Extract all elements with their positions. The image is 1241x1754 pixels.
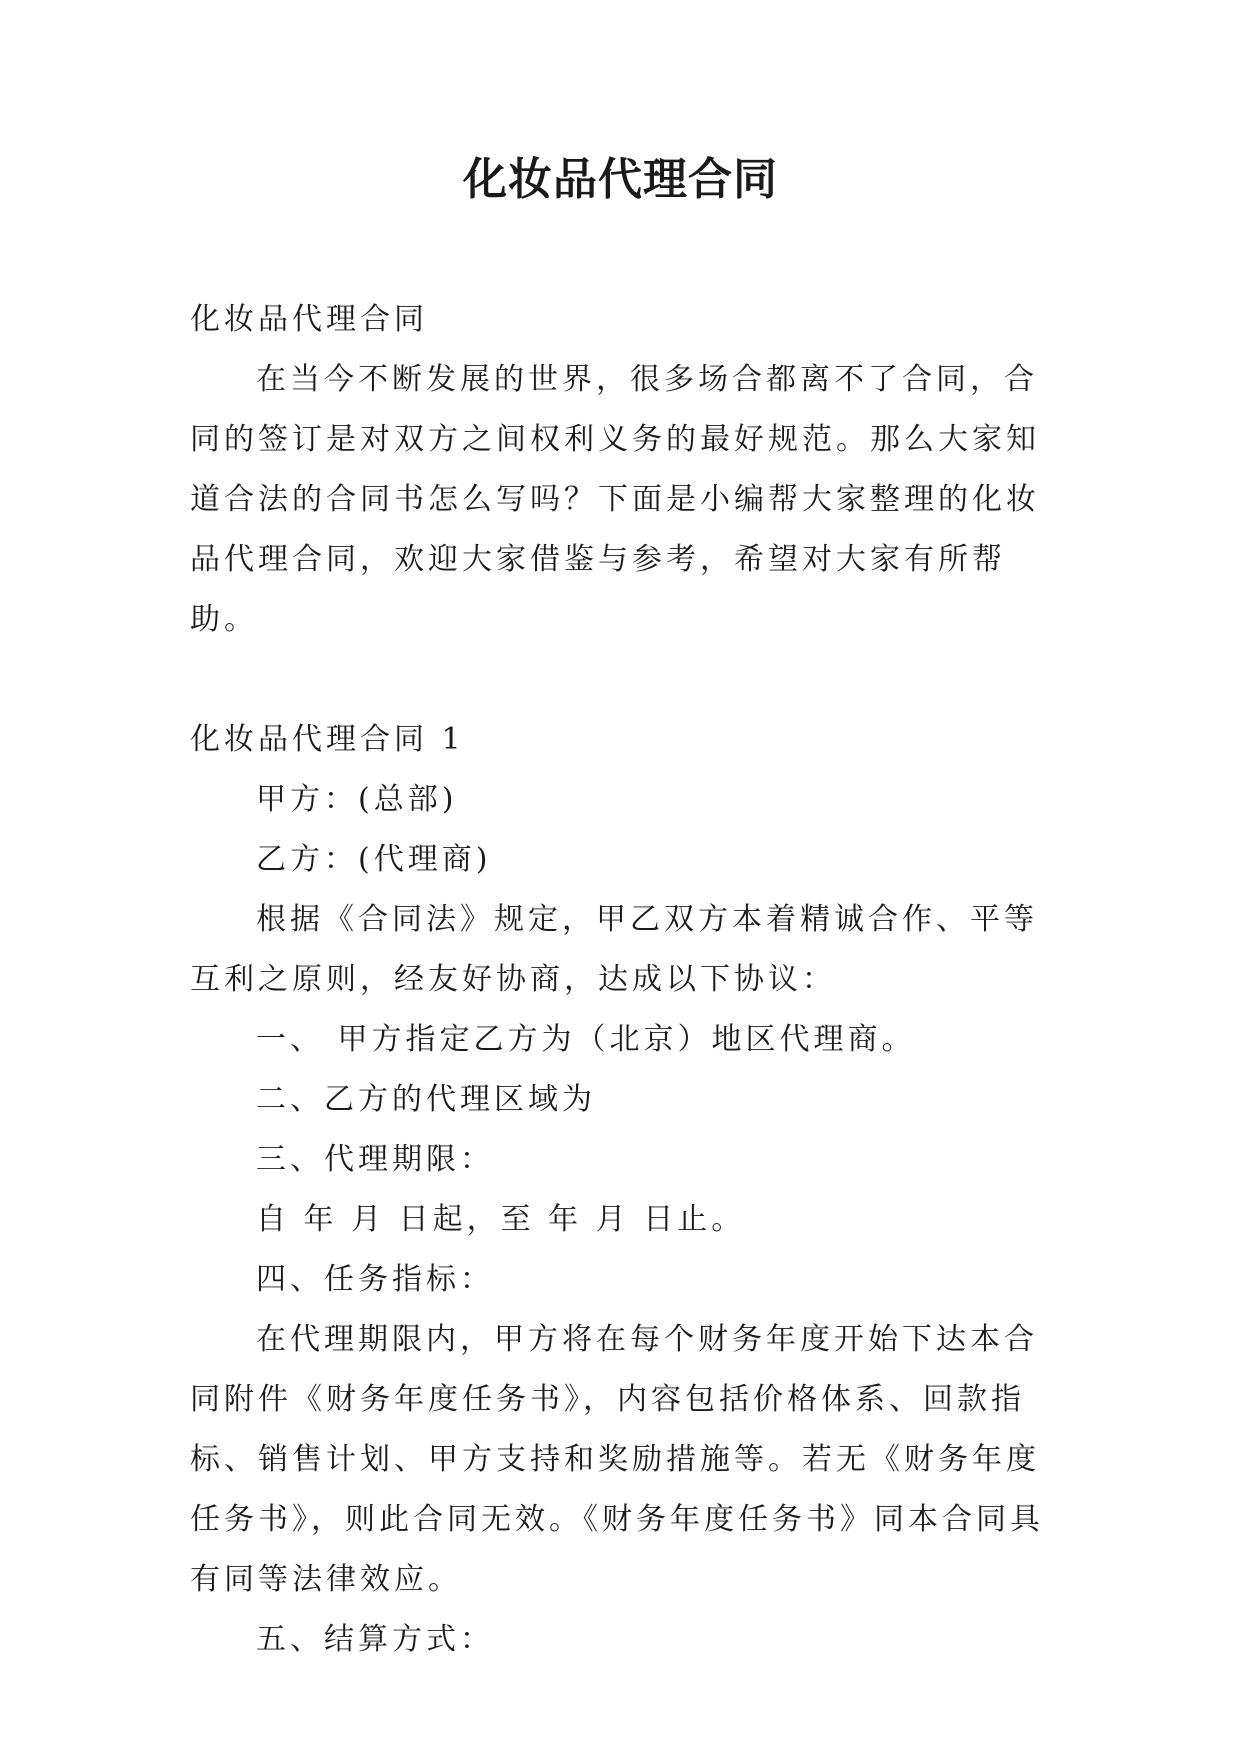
clause-3: 三、代理期限： [256, 1142, 494, 1177]
intro-paragraph: 在当今不断发展的世界，很多场合都离不了合同，合同的签订是对双方之间权利义务的最好规范。那么大家知道合法的合同书怎么写吗？下面是小编帮大家整理的化妆品代理合同，欢迎大家借鉴与参考，希望对大家有所帮助。 [190, 362, 1040, 637]
clause-3-period: 自 年 月 日起，至 年 月 日止。 [256, 1202, 746, 1237]
paragraph-gap [190, 650, 1055, 710]
clause-1: 一、 甲方指定乙方为（北京）地区代理商。 [256, 1022, 916, 1057]
clause-2: 二、乙方的代理区域为 [256, 1082, 596, 1117]
document-title: 化妆品代理合同 [463, 154, 778, 205]
preamble-paragraph: 根据《合同法》规定，甲乙双方本着精诚合作、平等互利之原则，经友好协商，达成以下协议： [190, 902, 1038, 997]
document-subtitle: 化妆品代理合同 [190, 302, 428, 337]
section-heading: 化妆品代理合同 1 [190, 722, 465, 757]
document-body [190, 290, 1055, 1670]
clause-4: 四、任务指标： [256, 1262, 494, 1297]
party-a-line: 甲方：(总部) [256, 782, 458, 817]
clause-5: 五、结算方式： [256, 1622, 494, 1657]
party-b-line: 乙方：(代理商) [256, 842, 492, 877]
clause-4-body: 在代理期限内，甲方将在每个财务年度开始下达本合同附件《财务年度任务书》，内容包括价格体系、回款指标、销售计划、甲方支持和奖励措施等。若无《财务年度任务书》，则此合同无效。《财务年度任务书》同本合同具有同等法律效应。 [190, 1322, 1044, 1597]
